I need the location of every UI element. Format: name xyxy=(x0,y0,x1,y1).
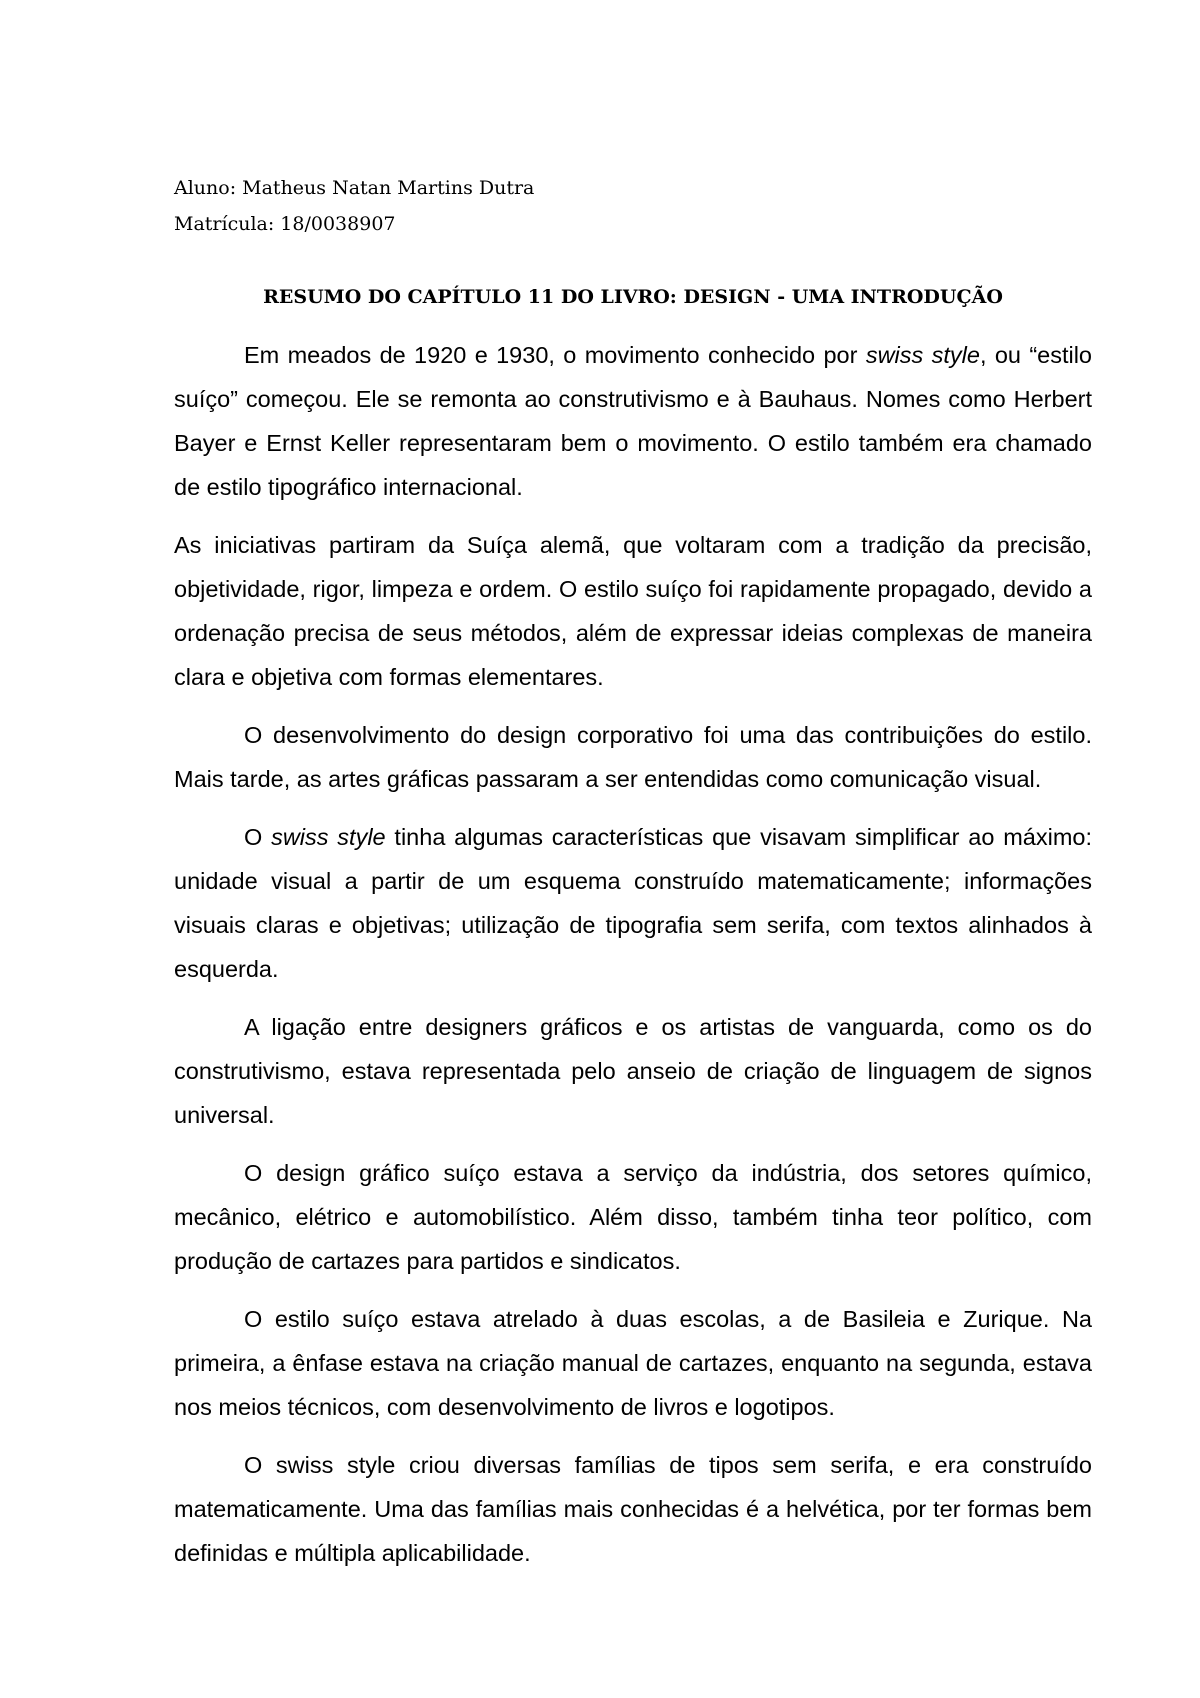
document-header xyxy=(174,170,534,242)
paragraph-1-text-c: , ou “estilo suíço” começou. Ele se remonta ao construtivismo e à Bauhaus. Nomes como Herbert Bayer e Ernst Keller representaram bem o movimento. O estilo também era chamado de estilo tipográfico internacional. xyxy=(174,342,1093,500)
paragraph-6: O design gráfico suíço estava a serviço da indústria, dos setores químico, mecânico, elétrico e automobilístico. Além disso, também tinha teor político, com produção de cartazes para partidos e sindicatos. xyxy=(174,1160,1092,1274)
paragraph-1 xyxy=(174,333,1092,509)
student-name: Aluno: Matheus Natan Martins Dutra xyxy=(174,177,535,199)
document-title: RESUMO DO CAPÍTULO 11 DO LIVRO: DESIGN - UMA INTRODUÇÃO xyxy=(263,286,1003,308)
paragraph-1-emphasis: swiss style xyxy=(865,342,980,368)
paragraph-4-text-c: tinha algumas características que visavam simplificar ao máximo: unidade visual a partir de um esquema construído matematicamente; informações visuais claras e objetivas; utilização de tipografia sem serifa, com textos alinhados à esquerda. xyxy=(174,824,1092,982)
paragraph-8: O swiss style criou diversas famílias de tipos sem serifa, e era construído matematicamente. Uma das famílias mais conhecidas é a helvética, por ter formas bem definidas e múltipla aplicabilidade. xyxy=(174,1452,1092,1566)
paragraph-4 xyxy=(174,815,1092,991)
student-registration: Matrícula: 18/0038907 xyxy=(174,213,396,235)
paragraph-2: As iniciativas partiram da Suíça alemã, que voltaram com a tradição da precisão, objetividade, rigor, limpeza e ordem. O estilo suíço foi rapidamente propagado, devido a ordenação precisa de seus métodos, além de expressar ideias complexas de maneira clara e objetiva com formas elementares. xyxy=(174,532,1092,690)
paragraph-4-text-a: O xyxy=(244,824,272,850)
paragraph-7: O estilo suíço estava atrelado à duas escolas, a de Basileia e Zurique. Na primeira, a ênfase estava na criação manual de cartazes, enquanto na segunda, estava nos meios técnicos, com desenvolvimento de livros e logotipos. xyxy=(174,1306,1092,1420)
document-body xyxy=(174,333,1092,1589)
paragraph-5: A ligação entre designers gráficos e os artistas de vanguarda, como os do construtivismo, estava representada pelo anseio de criação de linguagem de signos universal. xyxy=(174,1014,1092,1128)
paragraph-1-text-a: Em meados de 1920 e 1930, o movimento conhecido por xyxy=(244,342,866,368)
paragraph-4-emphasis: swiss style xyxy=(271,824,386,850)
paragraph-3: O desenvolvimento do design corporativo foi uma das contribuições do estilo. Mais tarde, as artes gráficas passaram a ser entendidas como comunicação visual. xyxy=(174,722,1092,792)
